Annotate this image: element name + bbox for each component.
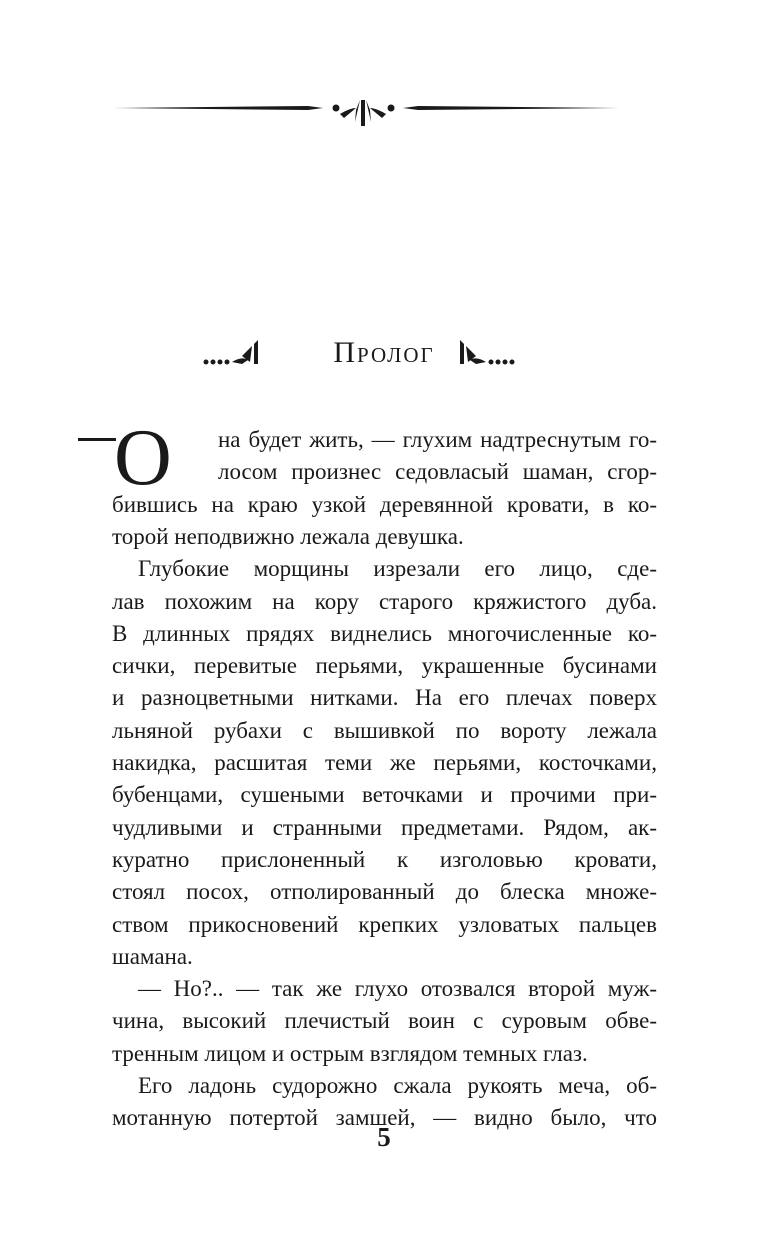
dialogue-dash [78, 438, 116, 441]
text-line: куратно прислоненный к изголовью кровати, [112, 846, 657, 872]
text-line: накидка, расшитая теми же перьями, косточками, [112, 750, 657, 775]
text-line: В длинных прядях виднелись многочисленные ко- [112, 620, 657, 646]
top-ornament-divider [108, 90, 623, 130]
text-line: бившись на краю узкой деревянной кровати, в ко- [112, 491, 657, 517]
text-line: и разноцветными нитками. На его плечах поверх [112, 685, 657, 711]
right-flourish-icon [446, 338, 516, 370]
text-line: ством прикосновений крепких узловатых пальцев [112, 911, 657, 937]
text-line: лосом произнес седовласый шаман, сгор- [218, 459, 657, 485]
text-line: на будет жить, — глухим надтреснутым го- [218, 427, 657, 452]
text-line: мотанную потертой замшей, — видно было, что [112, 1105, 657, 1131]
drop-cap: О [114, 414, 172, 502]
text-line: — Но?.. — так же глухо отозвался второй муж- [138, 976, 657, 1002]
text-line: шамана. [112, 943, 193, 969]
text-line: бубенцами, сушеными веточками и прочими при- [112, 782, 657, 808]
page-number: 5 [377, 1122, 391, 1152]
text-line: Его ладонь судорожно сжала рукоять меча, об- [138, 1073, 657, 1098]
text-line: тренным лицом и острым взглядом темных глаз. [112, 1040, 588, 1066]
chapter-title: Пролог [333, 336, 435, 369]
text-line: льняной рубахи с вышивкой по вороту лежала [112, 717, 657, 743]
text-line: сички, перевитые перьями, украшенные бусинами [112, 653, 657, 679]
text-line: лав похожим на кору старого кряжистого дуба. [112, 588, 657, 614]
text-line: торой неподвижно лежала девушка. [112, 523, 464, 549]
text-line: чудливыми и странными предметами. Рядом, ак- [112, 814, 657, 840]
text-line: стоял посох, отполированный до блеска множе- [112, 879, 657, 905]
chapter-heading [0, 330, 768, 380]
text-line: чина, высокий плечистый воин с суровым обве- [112, 1008, 657, 1034]
text-line: Глубокие морщины изрезали его лицо, сде- [138, 556, 657, 582]
